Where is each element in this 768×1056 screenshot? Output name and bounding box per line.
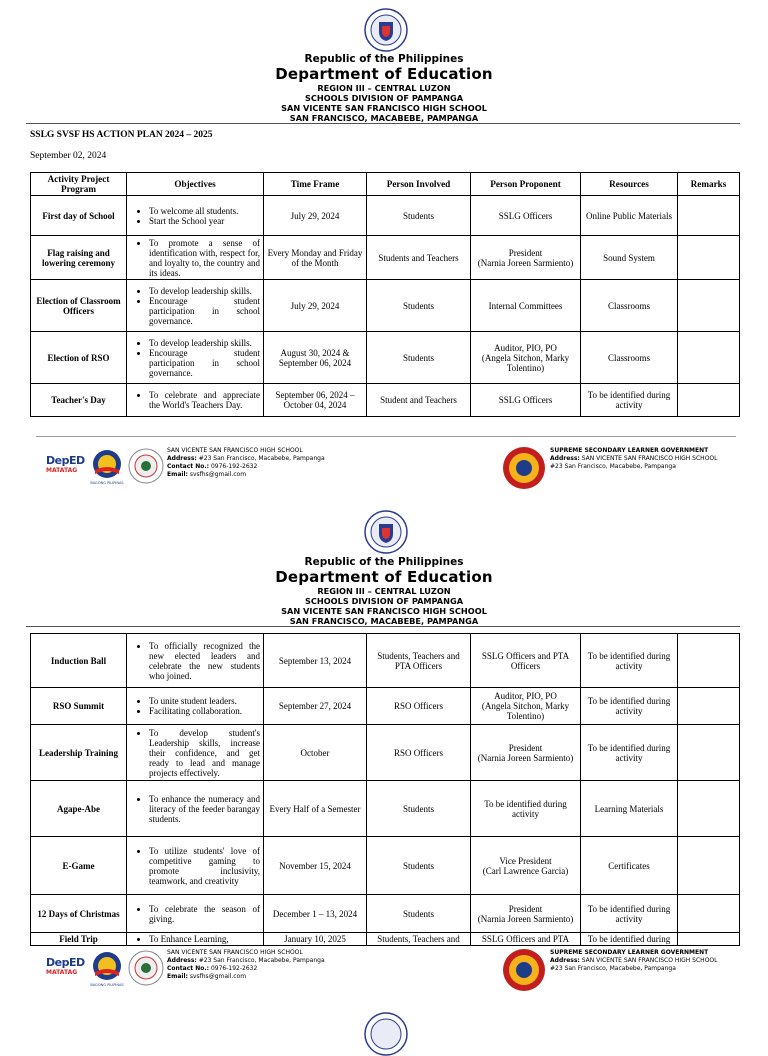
objectives-cell — [127, 837, 264, 895]
table-row — [31, 236, 740, 280]
objective-item: • To develop leadership skills. — [149, 286, 260, 296]
school-name: SAN VICENTE SAN FRANCISCO HIGH SCHOOL — [167, 447, 303, 454]
col-header: Activity Project Program — [31, 173, 127, 196]
activity-cell: E-Game — [31, 837, 127, 895]
person-proponent-cell: Internal Committees — [471, 280, 581, 332]
objectives-list — [131, 641, 260, 681]
person-proponent-cell: SSLG Officers — [471, 384, 581, 417]
objectives-cell — [127, 725, 264, 781]
svg-text:BAGONG PILIPINAS: BAGONG PILIPINAS — [90, 983, 124, 987]
objectives-list — [131, 338, 260, 378]
objective-item: • To celebrate and appreciate the World's Teachers Day. — [149, 390, 260, 410]
table-row — [31, 196, 740, 236]
school-contact-block: SAN VICENTE SAN FRANCISCO HIGH SCHOOL Address: #23 San Francisco, Macabebe, Pampanga Contact No.: 0976-192-2632 Email: svsfhs@gmail.com — [167, 447, 325, 478]
action-plan-table-page1 — [30, 172, 740, 417]
resources-cell: To be identified during — [581, 933, 678, 946]
table-row — [31, 688, 740, 725]
division-text: SCHOOLS DIVISION OF PAMPANGA — [304, 93, 464, 103]
address-text: SAN FRANCISCO, MACABEBE, PAMPANGA — [289, 113, 479, 123]
school-email: svsfhs@gmail.com — [189, 973, 247, 980]
person-involved-cell: Students and Teachers — [367, 236, 471, 280]
footer — [0, 946, 768, 996]
remarks-cell — [678, 280, 740, 332]
header-divider — [26, 123, 740, 124]
school-contact: 0976-192-2632 — [210, 965, 258, 972]
person-proponent-cell: SSLG Officers and PTA Officers — [471, 634, 581, 688]
region-text: REGION III – CENTRAL LUZON — [317, 586, 451, 596]
activity-cell: Field Trip — [31, 933, 127, 946]
school-address: #23 San Francisco, Macabebe, Pampanga — [198, 455, 325, 462]
sslg-logo-icon — [502, 446, 546, 490]
col-header: Person Proponent — [471, 173, 581, 196]
objective-item: • To utilize students' love of competitive gaming to promote inclusivity, teamwork, and creativity — [149, 846, 260, 886]
person-involved-cell: Student and Teachers — [367, 384, 471, 417]
person-involved-cell: Students, Teachers and — [367, 933, 471, 946]
remarks-cell — [678, 634, 740, 688]
resources-cell: To be identified during activity — [581, 688, 678, 725]
activity-cell: Induction Ball — [31, 634, 127, 688]
time-frame-cell: October — [264, 725, 367, 781]
objective-item: • To promote a sense of identification with, respect for, and loyalty to, the country and its ideas. — [149, 238, 260, 278]
objective-item: • To welcome all students. — [149, 206, 260, 216]
header-divider — [26, 626, 740, 627]
time-frame-cell: September 13, 2024 — [264, 634, 367, 688]
objectives-cell — [127, 332, 264, 384]
person-involved-cell: Students — [367, 196, 471, 236]
time-frame-cell: December 1 – 13, 2024 — [264, 895, 367, 933]
person-involved-cell: Students — [367, 332, 471, 384]
person-involved-cell: Students — [367, 837, 471, 895]
col-header: Time Frame — [264, 173, 367, 196]
table-row — [31, 384, 740, 417]
table-row — [31, 725, 740, 781]
objective-item: • To unite student leaders. — [149, 696, 260, 706]
sslg-name: SUPREME SECONDARY LEARNER GOVERNMENT — [550, 447, 709, 454]
person-proponent-cell: Auditor, PIO, PO (Angela Sitchon, Marky Tolentino) — [471, 332, 581, 384]
person-proponent-cell: SSLG Officers — [471, 196, 581, 236]
resources-cell: Classrooms — [581, 332, 678, 384]
objective-item: • To develop leadership skills. — [149, 338, 260, 348]
republic-text: Republic of the Philippines — [304, 556, 464, 568]
svg-text:BAGONG PILIPINAS: BAGONG PILIPINAS — [90, 481, 124, 485]
school-seal-icon — [128, 950, 164, 986]
table-header-row — [31, 173, 740, 196]
table-row — [31, 895, 740, 933]
person-involved-cell: Students — [367, 280, 471, 332]
objectives-list — [131, 238, 260, 278]
col-header: Resources — [581, 173, 678, 196]
activity-cell: Agape-Abe — [31, 781, 127, 837]
plan-date: September 02, 2024 — [30, 151, 107, 161]
objectives-cell — [127, 384, 264, 417]
person-proponent-cell: President (Narnia Joreen Sarmiento) — [471, 895, 581, 933]
sslg-contact-block: SUPREME SECONDARY LEARNER GOVERNMENT Address: SAN VICENTE SAN FRANCISCO HIGH SCHOOL #23 San Francisco, Macabebe, Pampanga — [550, 447, 718, 470]
time-frame-cell: Every Half of a Semester — [264, 781, 367, 837]
person-proponent-cell: SSLG Officers and PTA — [471, 933, 581, 946]
time-frame-cell: September 27, 2024 — [264, 688, 367, 725]
person-proponent-cell: Vice President (Carl Lawrence Garcia) — [471, 837, 581, 895]
table-row — [31, 280, 740, 332]
objectives-list — [131, 286, 260, 326]
resources-cell: To be identified during activity — [581, 634, 678, 688]
objectives-list — [131, 794, 260, 824]
school-name: SAN VICENTE SAN FRANCISCO HIGH SCHOOL — [167, 949, 303, 956]
resources-cell: To be identified during activity — [581, 895, 678, 933]
school-text: SAN VICENTE SAN FRANCISCO HIGH SCHOOL — [281, 606, 487, 616]
remarks-cell — [678, 781, 740, 837]
objectives-list — [131, 696, 260, 716]
objectives-list — [131, 390, 260, 410]
activity-cell: Flag raising and lowering ceremony — [31, 236, 127, 280]
time-frame-cell: January 10, 2025 — [264, 933, 367, 946]
objectives-list — [131, 728, 260, 778]
resources-cell: To be identified during activity — [581, 725, 678, 781]
col-header: Person Involved — [367, 173, 471, 196]
resources-cell: To be identified during activity — [581, 384, 678, 417]
objective-item: • To develop student's Leadership skills, increase their confidence, and get ready to lead and manage projects effectively. — [149, 728, 260, 778]
deped-logo: DepED MATATAG — [46, 956, 85, 976]
person-involved-cell: Students, Teachers and PTA Officers — [367, 634, 471, 688]
objectives-list — [131, 934, 260, 944]
activity-cell: 12 Days of Christmas — [31, 895, 127, 933]
objectives-list — [131, 846, 260, 886]
remarks-cell — [678, 236, 740, 280]
person-proponent-cell: Auditor, PIO, PO (Angela Sitchon, Marky Tolentino) — [471, 688, 581, 725]
objective-item: • To celebrate the season of giving. — [149, 904, 260, 924]
table-row — [31, 837, 740, 895]
bagong-pilipinas-logo-icon — [90, 448, 124, 486]
footer-divider — [36, 436, 736, 437]
remarks-cell — [678, 725, 740, 781]
sslg-name: SUPREME SECONDARY LEARNER GOVERNMENT — [550, 949, 709, 956]
resources-cell: Certificates — [581, 837, 678, 895]
objectives-cell — [127, 688, 264, 725]
remarks-cell — [678, 837, 740, 895]
table-row — [31, 781, 740, 837]
time-frame-cell: July 29, 2024 — [264, 196, 367, 236]
objective-item: • To officially recognized the new elected leaders and celebrate the new students who joined. — [149, 641, 260, 681]
region-text: REGION III – CENTRAL LUZON — [317, 83, 451, 93]
resources-cell: Learning Materials — [581, 781, 678, 837]
school-address: #23 San Francisco, Macabebe, Pampanga — [198, 957, 325, 964]
plan-title: SSLG SVSF HS ACTION PLAN 2024 – 2025 — [30, 130, 213, 140]
school-seal-icon — [128, 448, 164, 484]
col-header: Objectives — [127, 173, 264, 196]
deped-logo: DepED MATATAG — [46, 454, 85, 474]
objectives-cell — [127, 933, 264, 946]
objective-item: • To enhance the numeracy and literacy of the feeder barangay students. — [149, 794, 260, 824]
person-proponent-cell: President (Narnia Joreen Sarmiento) — [471, 236, 581, 280]
deped-seal-icon — [364, 8, 408, 52]
address-text: SAN FRANCISCO, MACABEBE, PAMPANGA — [289, 616, 479, 626]
objective-item: • To Enhance Learning, — [149, 934, 260, 944]
division-text: SCHOOLS DIVISION OF PAMPANGA — [304, 596, 464, 606]
deped-seal-icon-next-page — [364, 1012, 408, 1056]
person-proponent-cell: To be identified during activity — [471, 781, 581, 837]
activity-cell: Election of Classroom Officers — [31, 280, 127, 332]
remarks-cell — [678, 895, 740, 933]
objectives-cell — [127, 280, 264, 332]
table-row — [31, 332, 740, 384]
objectives-cell — [127, 781, 264, 837]
resources-cell: Online Public Materials — [581, 196, 678, 236]
department-title: Department of Education — [275, 568, 493, 586]
time-frame-cell: July 29, 2024 — [264, 280, 367, 332]
remarks-cell — [678, 688, 740, 725]
sslg-logo-icon — [502, 948, 546, 992]
activity-cell: Teacher's Day — [31, 384, 127, 417]
sslg-contact-block: SUPREME SECONDARY LEARNER GOVERNMENT Address: SAN VICENTE SAN FRANCISCO HIGH SCHOOL #23 San Francisco, Macabebe, Pampanga — [550, 949, 718, 972]
resources-cell: Classrooms — [581, 280, 678, 332]
table-row — [31, 634, 740, 688]
bagong-pilipinas-logo-icon — [90, 950, 124, 988]
objective-item: • Encourage student participation in school governance. — [149, 296, 260, 326]
page-2 — [0, 500, 768, 1024]
remarks-cell — [678, 196, 740, 236]
school-text: SAN VICENTE SAN FRANCISCO HIGH SCHOOL — [281, 103, 487, 113]
person-proponent-cell: President (Narnia Joreen Sarmiento) — [471, 725, 581, 781]
objective-item: • Encourage student participation in school governance. — [149, 348, 260, 378]
col-header: Remarks — [678, 173, 740, 196]
objectives-list — [131, 904, 260, 924]
objectives-list — [131, 206, 260, 226]
school-contact: 0976-192-2632 — [210, 463, 258, 470]
objectives-cell — [127, 634, 264, 688]
person-involved-cell: RSO Officers — [367, 725, 471, 781]
objectives-cell — [127, 895, 264, 933]
activity-cell: Election of RSO — [31, 332, 127, 384]
activity-cell: Leadership Training — [31, 725, 127, 781]
time-frame-cell: Every Monday and Friday of the Month — [264, 236, 367, 280]
objectives-cell — [127, 236, 264, 280]
table-row — [31, 933, 740, 946]
person-involved-cell: Students — [367, 895, 471, 933]
action-plan-table-page2 — [30, 633, 740, 946]
time-frame-cell: August 30, 2024 & September 06, 2024 — [264, 332, 367, 384]
remarks-cell — [678, 933, 740, 946]
footer — [0, 444, 768, 494]
republic-text: Republic of the Philippines — [304, 53, 464, 65]
person-involved-cell: RSO Officers — [367, 688, 471, 725]
page-1 — [0, 0, 768, 500]
department-title: Department of Education — [275, 65, 493, 83]
objectives-cell — [127, 196, 264, 236]
school-email: svsfhs@gmail.com — [189, 471, 247, 478]
activity-cell: RSO Summit — [31, 688, 127, 725]
resources-cell: Sound System — [581, 236, 678, 280]
objective-item: • Start the School year — [149, 216, 260, 226]
school-contact-block: SAN VICENTE SAN FRANCISCO HIGH SCHOOL Address: #23 San Francisco, Macabebe, Pampanga Contact No.: 0976-192-2632 Email: svsfhs@gmail.com — [167, 949, 325, 980]
remarks-cell — [678, 332, 740, 384]
person-involved-cell: Students — [367, 781, 471, 837]
objective-item: • Facilitating collaboration. — [149, 706, 260, 716]
remarks-cell — [678, 384, 740, 417]
time-frame-cell: September 06, 2024 – October 04, 2024 — [264, 384, 367, 417]
deped-seal-icon — [364, 510, 408, 554]
time-frame-cell: November 15, 2024 — [264, 837, 367, 895]
activity-cell: First day of School — [31, 196, 127, 236]
